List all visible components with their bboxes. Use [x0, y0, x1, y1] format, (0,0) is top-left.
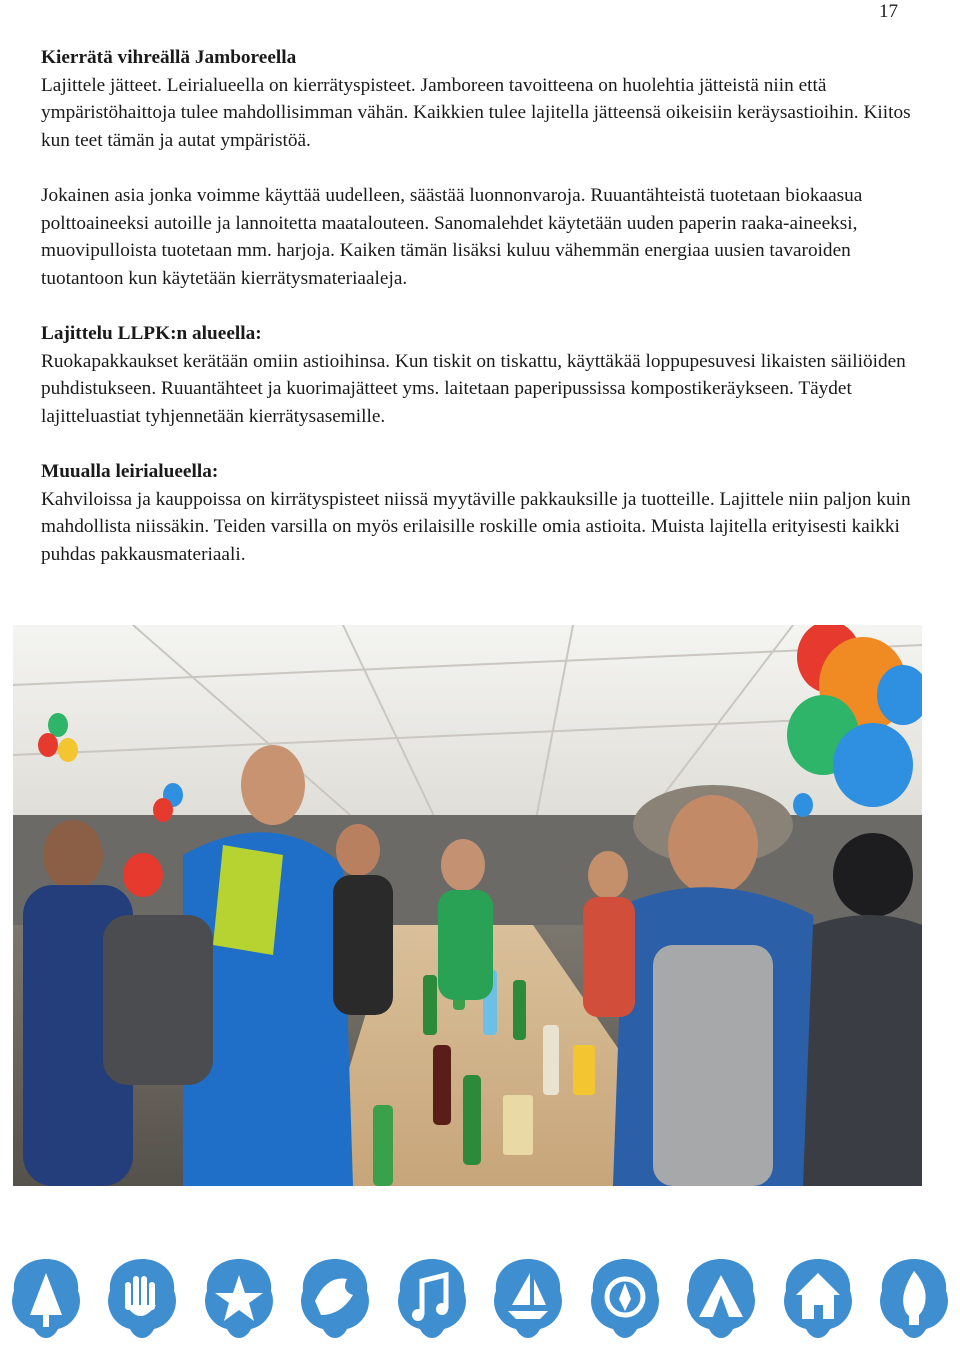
flame-badge-icon — [876, 1255, 952, 1345]
dove-badge-icon — [297, 1255, 373, 1345]
star-badge-icon — [201, 1255, 277, 1345]
boat-badge-icon — [490, 1255, 566, 1345]
section-heading-recycle: Kierrätä vihreällä Jamboreella — [41, 47, 297, 68]
paragraph-recycle-benefits: Jokainen asia jonka voimme käyttää uudelleen, säästää luonnonvaroja. Ruuantähteistä tuotetaan biokaasua polttoaineeksi autoille ja lannoitetta maatalouteen. Sanomalehdet käytetään uuden paperin raaka-aineeksi, muovipulloista tuotetaan mm. harjoja. Kaiken tämän lisäksi kuluu vähemmän energiaa uusien tavaroiden tuotantoon kun käytetään kierrätysmateriaaleja. — [41, 184, 863, 289]
document-body — [41, 44, 921, 568]
page-number: 17 — [879, 1, 898, 22]
music-badge-icon — [394, 1255, 470, 1345]
section-heading-elsewhere: Muualla leirialueella: — [41, 460, 219, 482]
paragraph-recycle-intro: Lajittele jätteet. Leirialueella on kierrätyspisteet. Jamboreen tavoitteena on huolehtia jätteistä niin että ympäristöhaittoja tulee mahdollisimman vähän. Kaikkien tulee lajitella jätteensä oikeisiin keräysastioihin. Kiitos kun teet tämän ja autat ympäristöä. — [41, 74, 911, 151]
paragraph-elsewhere: Kahviloissa ja kauppoissa on kirrätyspisteet niissä myytäville pakkauksille ja tuotteille. Lajittele niin paljon kuin mahdollista niissäkin. Teiden varsilla on myös erilaisille roskille omia astioita. Muista lajitella erityisesti kaikki puhdas pakkausmateriaali. — [41, 488, 911, 565]
tent-badge-icon — [683, 1255, 759, 1345]
paragraph-llpk: Ruokapakkaukset kerätään omiin astioihinsa. Kun tiskit on tiskattu, käyttäkää loppupesuvesi likaisten säiliöiden puhdistukseen. Ruuantähteet ja kuorimajätteet yms. laitetaan paperipussissa kompostikeräykseen. Täydet lajitteluastiat tyhjennetään kierrätysasemille. — [41, 350, 906, 427]
hand-badge-icon — [104, 1255, 180, 1345]
section-heading-llpk: Lajittelu LLPK:n alueella: — [41, 322, 262, 344]
photo-scouts-in-tent — [13, 625, 922, 1186]
tree-badge-icon — [8, 1255, 84, 1345]
house-badge-icon — [780, 1255, 856, 1345]
photo-scouts-tent-icon — [13, 625, 922, 1186]
compass-badge-icon — [587, 1255, 663, 1345]
badge-strip — [8, 1255, 952, 1350]
